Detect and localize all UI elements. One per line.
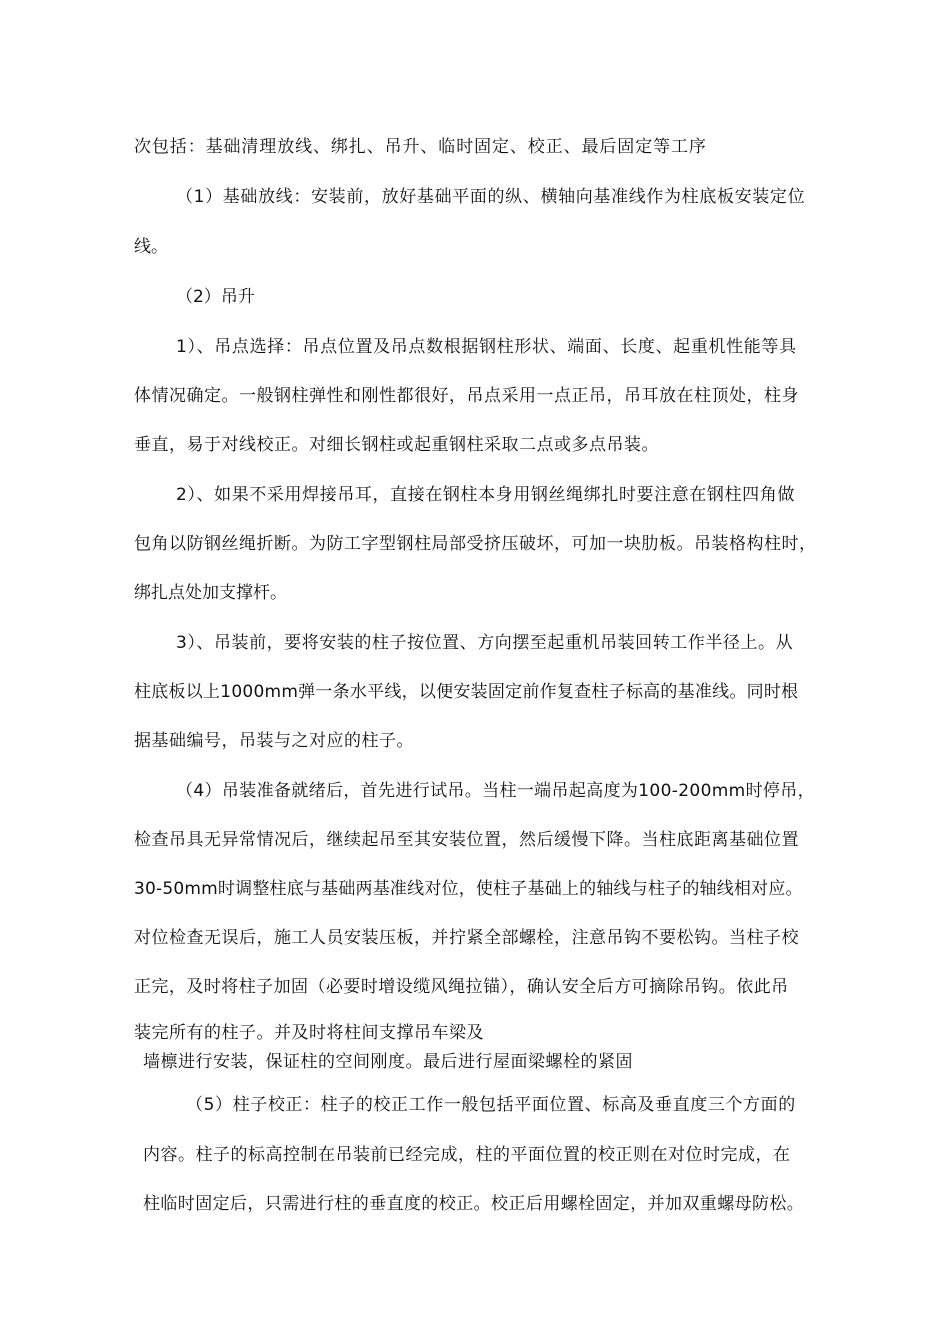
text-line-10: 绑扎点处加支撑杆。	[134, 583, 287, 603]
text-line-3: 线。	[134, 237, 168, 257]
text-line-16: 30-50mm时调整柱底与基础两基准线对位，使柱子基础上的轴线与柱子的轴线相对应。	[134, 879, 803, 899]
text-line-20: 墙檩进行安装，保证柱的空间刚度。最后进行屋面梁螺栓的紧固	[143, 1052, 633, 1072]
text-line-15: 检查吊具无异常情况后，继续起吊至其安装位置，然后缓慢下降。当柱底距离基础位置	[134, 830, 799, 850]
text-line-5: 1）、吊点选择：吊点位置及吊点数根据钢柱形状、端面、长度、起重机性能等具	[176, 337, 797, 357]
text-line-19: 装完所有的柱子。并及时将柱间支撑吊车梁及	[134, 1023, 484, 1043]
text-line-18: 正完，及时将柱子加固（必要时增设缆风绳拉锚），确认安全后方可摘除吊钩。依此吊	[134, 977, 789, 997]
text-line-17: 对位检查无误后，施工人员安装压板，并拧紧全部螺栓，注意吊钩不要松钩。当柱子校	[134, 928, 799, 948]
text-line-13: 据基础编号，吊装与之对应的柱子。	[134, 731, 414, 751]
text-line-22: 内容。柱子的标高控制在吊装前已经完成，柱的平面位置的校正则在对位时完成，在	[143, 1145, 791, 1165]
text-line-7: 垂直，易于对线校正。对细长钢柱或起重钢柱采取二点或多点吊装。	[134, 435, 659, 455]
text-line-6: 体情况确定。一般钢柱弹性和刚性都很好，吊点采用一点正吊，吊耳放在柱顶处，柱身	[134, 386, 799, 406]
text-line-4: （2）吊升	[176, 287, 255, 307]
text-line-9: 包角以防钢丝绳折断。为防工字型钢柱局部受挤压破坏，可加一块肋板。吊装格构柱时，	[134, 534, 817, 554]
text-line-11: 3）、吊装前，要将安装的柱子按位置、方向摆至起重机吊装回转工作半径上。从	[176, 633, 794, 653]
text-line-2: （1）基础放线：安装前，放好基础平面的纵、横轴向基准线作为柱底板安装定位	[176, 187, 806, 207]
text-line-23: 柱临时固定后，只需进行柱的垂直度的校正。校正后用螺栓固定，并加双重螺母防松。	[143, 1194, 805, 1214]
text-line-12: 柱底板以上1000mm弹一条水平线，以便安装固定前作复查柱子标高的基准线。同时根	[134, 682, 799, 702]
text-line-8: 2）、如果不采用焊接吊耳，直接在钢柱本身用钢丝绳绑扎时要注意在钢柱四角做	[176, 485, 795, 505]
text-line-1: 次包括：基础清理放线、绑扎、吊升、临时固定、校正、最后固定等工序	[134, 137, 707, 157]
text-line-21: （5）柱子校正：柱子的校正工作一般包括平面位置、标高及垂直度三个方面的	[186, 1095, 796, 1115]
text-line-14: （4）吊装准备就绪后，首先进行试吊。当柱一端吊起高度为100-200mm时停吊，	[176, 781, 815, 801]
